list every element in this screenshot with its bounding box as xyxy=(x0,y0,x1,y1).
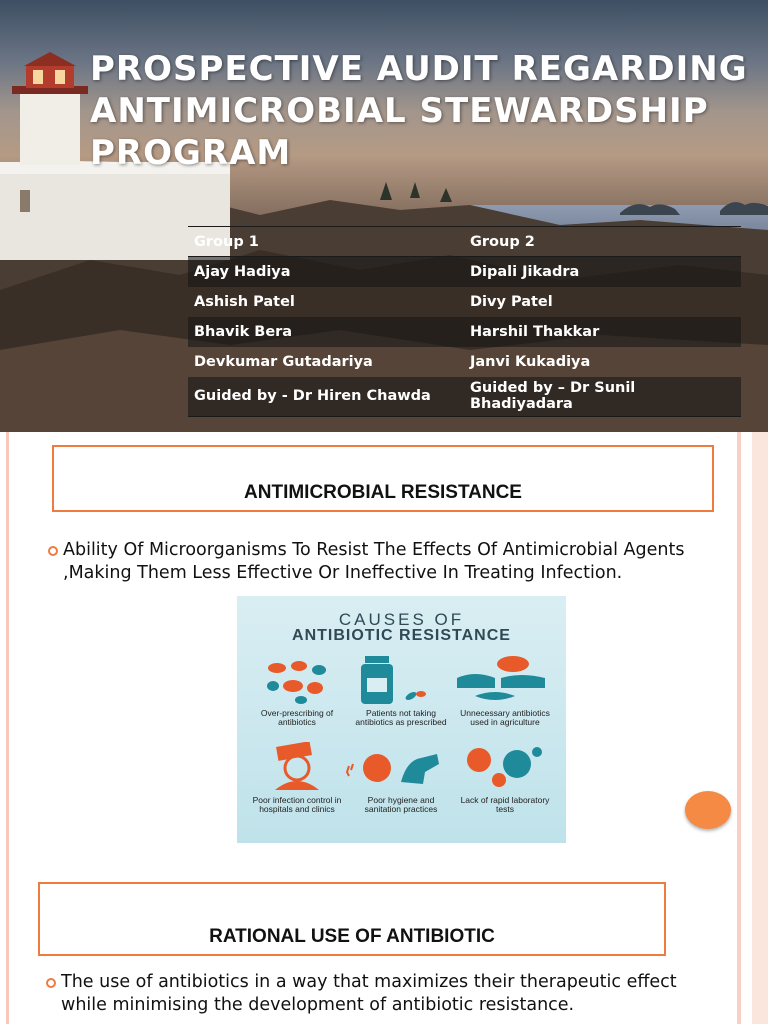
table-cell: Bhavik Bera xyxy=(194,323,293,340)
antimicrobial-resistance-slide xyxy=(0,432,768,866)
bullet-point xyxy=(63,539,703,585)
table-cell: Harshil Thakkar xyxy=(470,323,600,340)
table-row xyxy=(188,257,741,287)
table-cell: Ajay Hadiya xyxy=(194,263,291,280)
table-cell: Janvi Kukadiya xyxy=(470,353,591,370)
table-cell: Guided by – Dr Sunil Bhadiyadara xyxy=(470,380,636,413)
caption-over-prescribing: Over-prescribing of antibiotics xyxy=(260,708,334,727)
table-row xyxy=(188,347,741,377)
caption-patients: Patients not taking antibiotics as prescribed xyxy=(355,708,447,727)
bullet-circle-icon xyxy=(46,978,56,988)
doctor-icon xyxy=(265,742,329,790)
team-members-table xyxy=(188,226,741,417)
table-cell: Devkumar Gutadariya xyxy=(194,353,373,370)
caption-agriculture: Unnecessary antibiotics used in agriculture xyxy=(460,708,550,727)
decorative-circle xyxy=(685,791,731,829)
slide-title: RATIONAL USE OF ANTIBIOTIC xyxy=(209,926,495,947)
bullet-circle-icon xyxy=(48,546,58,556)
right-accent-band xyxy=(752,432,768,866)
causes-infographic xyxy=(237,596,566,843)
rational-use-slide xyxy=(0,866,768,1024)
pills-icon xyxy=(263,658,333,706)
table-header-cell: Group 1 xyxy=(194,233,259,250)
right-accent-stripe xyxy=(737,866,741,1024)
medicine-bottle-icon xyxy=(359,656,439,706)
bacteria-icon xyxy=(459,742,549,792)
slide-title: ANTIMICROBIAL RESISTANCE xyxy=(244,482,522,503)
sneeze-and-hand-icon xyxy=(345,746,445,792)
bullet-text: Ability Of Microorganisms To Resist The Effects Of Antimicrobial Agents ,Making Them Less Effective Or Ineffective In Treating Infection. xyxy=(63,540,685,583)
table-cell: Guided by - Dr Hiren Chawda xyxy=(194,388,431,405)
right-accent-stripe xyxy=(737,432,741,866)
caption-hygiene: Poor hygiene and sanitation practices xyxy=(364,795,438,814)
bullet-point xyxy=(61,971,711,1017)
slide-title-box xyxy=(38,882,666,956)
table-header-row xyxy=(188,227,741,257)
table-header-cell: Group 2 xyxy=(470,233,535,250)
slide-title-box xyxy=(52,445,714,512)
table-row xyxy=(188,377,741,417)
caption-infection-control: Poor infection control in hospitals and clinics xyxy=(252,795,342,814)
infographic-subheading: ANTIBIOTIC RESISTANCE xyxy=(292,627,511,644)
left-accent-stripe xyxy=(6,432,9,866)
left-accent-stripe xyxy=(6,866,9,1024)
table-cell: Divy Patel xyxy=(470,293,553,310)
livestock-icon xyxy=(455,654,551,706)
table-cell: Ashish Patel xyxy=(194,293,295,310)
infographic-heading: CAUSES OF xyxy=(338,610,465,629)
table-row xyxy=(188,287,741,317)
table-cell: Dipali Jikadra xyxy=(470,263,580,280)
bullet-text: The use of antibiotics in a way that maximizes their therapeutic effect while minimising the development of antibiotic resistance. xyxy=(61,972,677,1015)
table-row xyxy=(188,317,741,347)
right-accent-band xyxy=(752,866,768,1024)
caption-lab-tests: Lack of rapid laboratory tests xyxy=(460,795,550,814)
presentation-title: PROSPECTIVE AUDIT REGARDING ANTIMICROBIAL STEWARDSHIP PROGRAM xyxy=(90,49,748,173)
title-slide xyxy=(0,0,768,432)
